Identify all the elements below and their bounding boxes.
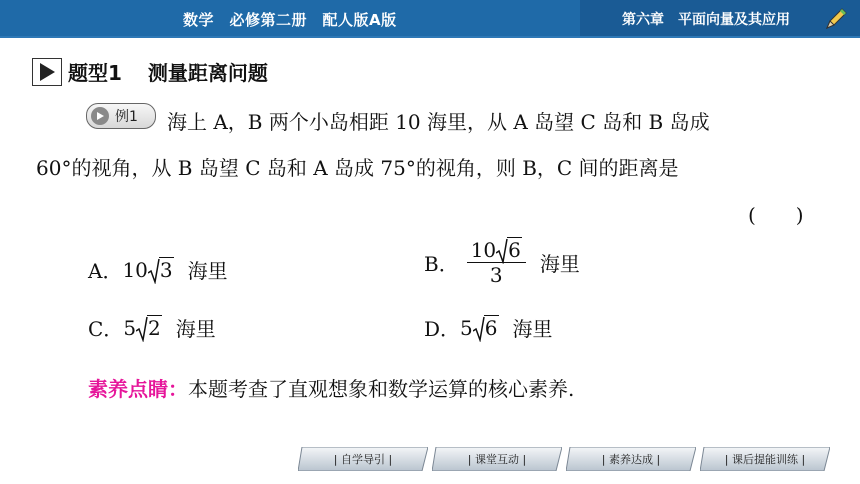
option-b-den: 3 bbox=[489, 263, 503, 287]
option-d-coef: 5 bbox=[460, 315, 473, 340]
option-d[interactable] bbox=[424, 313, 553, 342]
sqrt-symbol bbox=[473, 316, 499, 340]
option-a-radicand: 3 bbox=[159, 257, 173, 282]
nav-practice-button[interactable]: | 课后提能训练 | bbox=[700, 447, 830, 471]
sqrt-symbol bbox=[148, 258, 174, 282]
chapter-title: 第六章 平面向量及其应用 bbox=[622, 12, 790, 28]
option-d-unit: 海里 bbox=[512, 317, 553, 341]
section-heading bbox=[32, 57, 268, 86]
option-b[interactable] bbox=[424, 238, 580, 287]
option-c[interactable] bbox=[88, 313, 216, 342]
sqrt-symbol bbox=[496, 238, 522, 262]
nav-literacy-button[interactable]: | 素养达成 | bbox=[566, 447, 696, 471]
option-a-unit: 海里 bbox=[187, 259, 228, 283]
sqrt-symbol bbox=[136, 316, 162, 340]
summary-label: 素养点睛： bbox=[88, 377, 188, 401]
pencil-icon bbox=[823, 6, 849, 32]
option-c-coef: 5 bbox=[123, 315, 137, 340]
option-d-letter: D． bbox=[424, 317, 461, 341]
example-badge bbox=[86, 103, 156, 129]
nav-classroom-button[interactable]: | 课堂互动 | bbox=[432, 447, 562, 471]
option-a-letter: A． bbox=[88, 259, 123, 283]
question-line-2: 60°的视角，从 B 岛望 C 岛和 A 岛成 75°的视角，则 B，C 间的距离是 bbox=[36, 156, 679, 180]
option-a[interactable] bbox=[88, 255, 228, 284]
book-title: 数学 必修第二册 配人版A版 bbox=[183, 11, 397, 29]
section-label: 题型1 bbox=[68, 61, 122, 85]
option-c-radicand: 2 bbox=[148, 315, 161, 340]
section-title: 测量距离问题 bbox=[147, 61, 268, 85]
option-c-unit: 海里 bbox=[175, 317, 216, 341]
summary-text: 本题考查了直观想象和数学运算的核心素养. bbox=[188, 377, 575, 401]
option-b-letter: B． bbox=[424, 252, 459, 276]
nav-self-study-button[interactable]: | 自学导引 | bbox=[298, 447, 428, 471]
nav-bar bbox=[298, 447, 832, 471]
header-bar bbox=[0, 0, 860, 38]
play-triangle-icon bbox=[32, 58, 62, 86]
option-b-num-coef: 10 bbox=[470, 238, 497, 262]
option-a-coef: 10 bbox=[122, 257, 148, 282]
example-label: 例1 bbox=[115, 109, 138, 125]
option-c-letter: C． bbox=[88, 317, 124, 341]
option-b-radicand: 6 bbox=[508, 238, 521, 262]
answer-blank: ( ) bbox=[748, 203, 804, 227]
literacy-summary bbox=[88, 373, 574, 402]
question-line-1: 海上 A，B 两个小岛相距 10 海里，从 A 岛望 C 岛和 B 岛成 bbox=[167, 110, 710, 134]
play-circle-icon bbox=[91, 107, 109, 125]
option-b-unit: 海里 bbox=[539, 252, 580, 276]
option-d-radicand: 6 bbox=[484, 315, 498, 340]
option-b-fraction bbox=[467, 238, 526, 287]
